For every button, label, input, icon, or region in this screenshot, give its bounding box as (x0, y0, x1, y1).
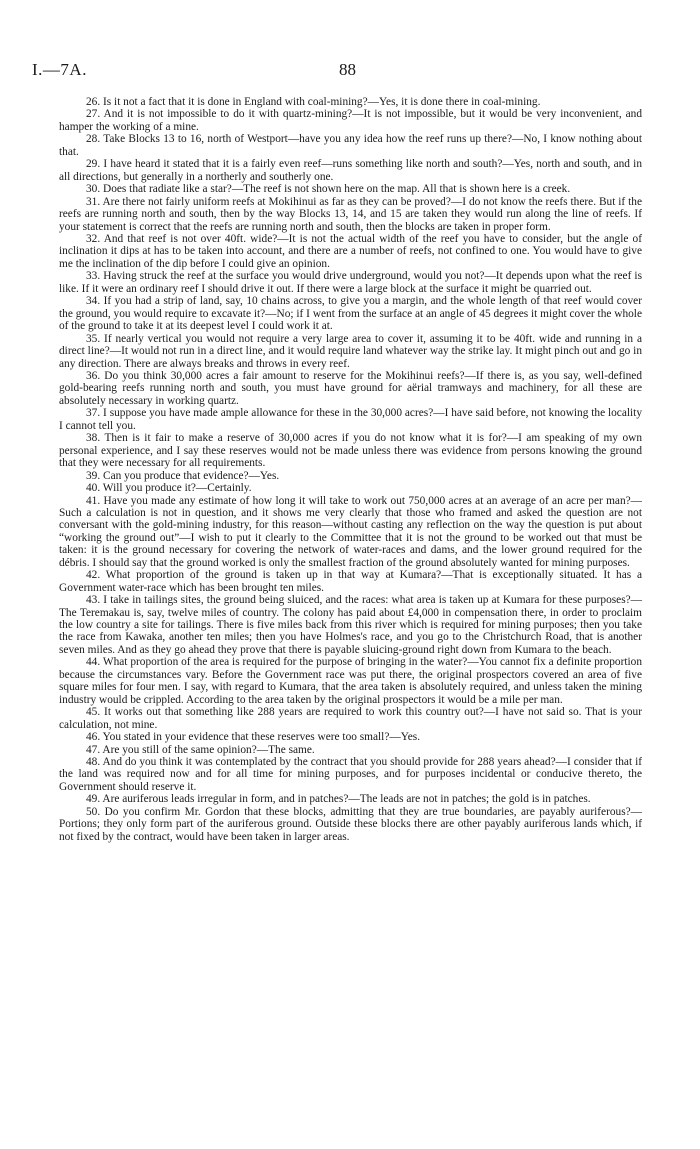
paragraph-27: 27. And it is not impossible to do it with quartz-mining?—It is not impossible, but it would be very inconvenient, and hamper the working of a mine. (59, 108, 642, 133)
paragraph-37: 37. I suppose you have made ample allowance for these in the 30,000 acres?—I have said before, not knowing the locality I cannot tell you. (59, 407, 642, 432)
paragraph-30: 30. Does that radiate like a star?—The reef is not shown here on the map. All that is shown here is a creek. (86, 183, 571, 196)
paragraph-43: 43. I take in tailings sites, the ground being sluiced, and the races: what area is taken up at Kumara for these purposes?—The Teremakau is, say, twelve miles of country. The colony has paid about £4,000 in compensation there, in order to proclaim the low country a site for tailings. There is five miles back from this river which is required for mining purposes; then you take the race from Kawaka, another ten miles; then you have Holmes's race, and you go to the Christchurch Road, that is another seven miles. And as they go ahead they prove that there is payable sluicing-ground right down from Kumara to the beach. (59, 594, 642, 656)
paragraph-46: 46. You stated in your evidence that these reserves were too small?—Yes. (86, 731, 421, 744)
document-body (59, 96, 642, 843)
paragraph-33: 33. Having struck the reef at the surface you would drive underground, would you not?—It depends upon what the reef is like. If it were an ordinary reef I should drive it out. If there were a large block at the surface it might be quarried out. (59, 270, 642, 295)
paragraph-29: 29. I have heard it stated that it is a fairly even reef—runs something like north and south?—Yes, north and south, and in all directions, but generally in a northerly and southerly one. (59, 158, 642, 183)
paragraph-26: 26. Is it not a fact that it is done in England with coal-mining?—Yes, it is done there in coal-mining. (86, 96, 541, 108)
paragraph-38: 38. Then is it fair to make a reserve of 30,000 acres if you do not know what it is for?—I am speaking of my own personal experience, and I say these reserves would not be made unless there was evidence from persons knowing the ground that they were necessary for all requirements. (59, 432, 642, 470)
paragraph-28: 28. Take Blocks 13 to 16, north of Westport—have you any idea how the reef runs up there?—No, I know nothing about that. (59, 133, 642, 158)
paragraph-42: 42. What proportion of the ground is taken up in that way at Kumara?—That is exceptionally situated. It has a Government water-race which has been brought ten miles. (59, 569, 642, 594)
document-reference: I.—7A. (32, 60, 87, 79)
paragraph-41: 41. Have you made any estimate of how long it will take to work out 750,000 acres at an average of an acre per man?—Such a calculation is not in question, and it shows me very clearly that those who framed and asked the question are not conversant with the gold-mining industry, for this reason—without casting any reflection on the way the question is put about “working the ground out”—I wish to put it clearly to the Committee that it is not the ground to be worked out that must be taken: it is the ground necessary for covering the network of water-races and dams, and the lower ground required for the débris. I should say that the ground worked is only the smallest fraction of the ground absolutely wanted for mining purposes. (59, 494, 642, 569)
page-header (32, 60, 642, 80)
paragraph-45: 45. It works out that something like 288 years are required to work this country out?—I have not said so. That is your calculation, not mine. (59, 706, 642, 731)
paragraph-40: 40. Will you produce it?—Certainly. (86, 482, 252, 495)
paragraph-49: 49. Are auriferous leads irregular in form, and in patches?—The leads are not in patches; the gold is in patches. (86, 793, 591, 806)
page-number: 88 (339, 60, 356, 79)
paragraph-44: 44. What proportion of the area is required for the purpose of bringing in the water?—You cannot fix a definite proportion because the circumstances vary. Before the Government race was put there, the original prospectors covered an area of five square miles for four men. I say, with regard to Kumara, that the area taken is absolutely required, and unless taken the mining industry would be crippled. According to the area taken by the original prospectors it would be a mile per man. (59, 656, 642, 706)
paragraph-36: 36. Do you think 30,000 acres a fair amount to reserve for the Mokihinui reefs?—If there is, as you say, well-defined gold-bearing reefs running north and south, you must have ground for aërial tramways and machinery, for all these are absolutely necessary in working quartz. (59, 369, 642, 407)
paragraph-34: 34. If you had a strip of land, say, 10 chains across, to give you a margin, and the whole length of that reef would cover the ground, you would require to excavate it?—No; if I went from the surface at an angle of 45 degrees it might cover the whole of the ground to take it at its deepest level I could work it at. (59, 295, 642, 333)
paragraph-32: 32. And that reef is not over 40ft. wide?—It is not the actual width of the reef you have to consider, but the angle of inclination it dips at has to be taken into account, and there are a number of reefs, not confined to one. You would have to give me the inclination of the dip before I could give an opinion. (59, 232, 642, 270)
paragraph-35: 35. If nearly vertical you would not require a very large area to cover it, assuming it to be 40ft. wide and running in a direct line?—It would not run in a direct line, and it would require land whatever way the strike lay. It might pinch out and go in any direction. There are always breaks and throws in every reef. (59, 332, 642, 370)
paragraph-50: 50. Do you confirm Mr. Gordon that these blocks, admitting that they are true boundaries, are payably auriferous?—Portions; they only form part of the auriferous ground. Outside these blocks there are other payably auriferous lands which, if not fixed by the contract, would have been taken in larger areas. (59, 805, 642, 843)
paragraph-48: 48. And do you think it was contemplated by the contract that you should provide for 288 years ahead?—I consider that if the land was required now and for all time for mining purposes, and for purposes incidental or conducive thereto, the Government should reserve it. (59, 756, 642, 793)
paragraph-39: 39. Can you produce that evidence?—Yes. (86, 469, 280, 482)
paragraph-47: 47. Are you still of the same opinion?—The same. (86, 743, 315, 756)
paragraph-31: 31. Are there not fairly uniform reefs at Mokihinui as far as they can be proved?—I do not know the reefs there. But if the reefs are running north and south, then by the way Blocks 13, 14, and 15 are taken they would run along the line of reefs. If your statement is correct that the reefs are running north and south, then the blocks are taken in proper form. (59, 195, 642, 233)
